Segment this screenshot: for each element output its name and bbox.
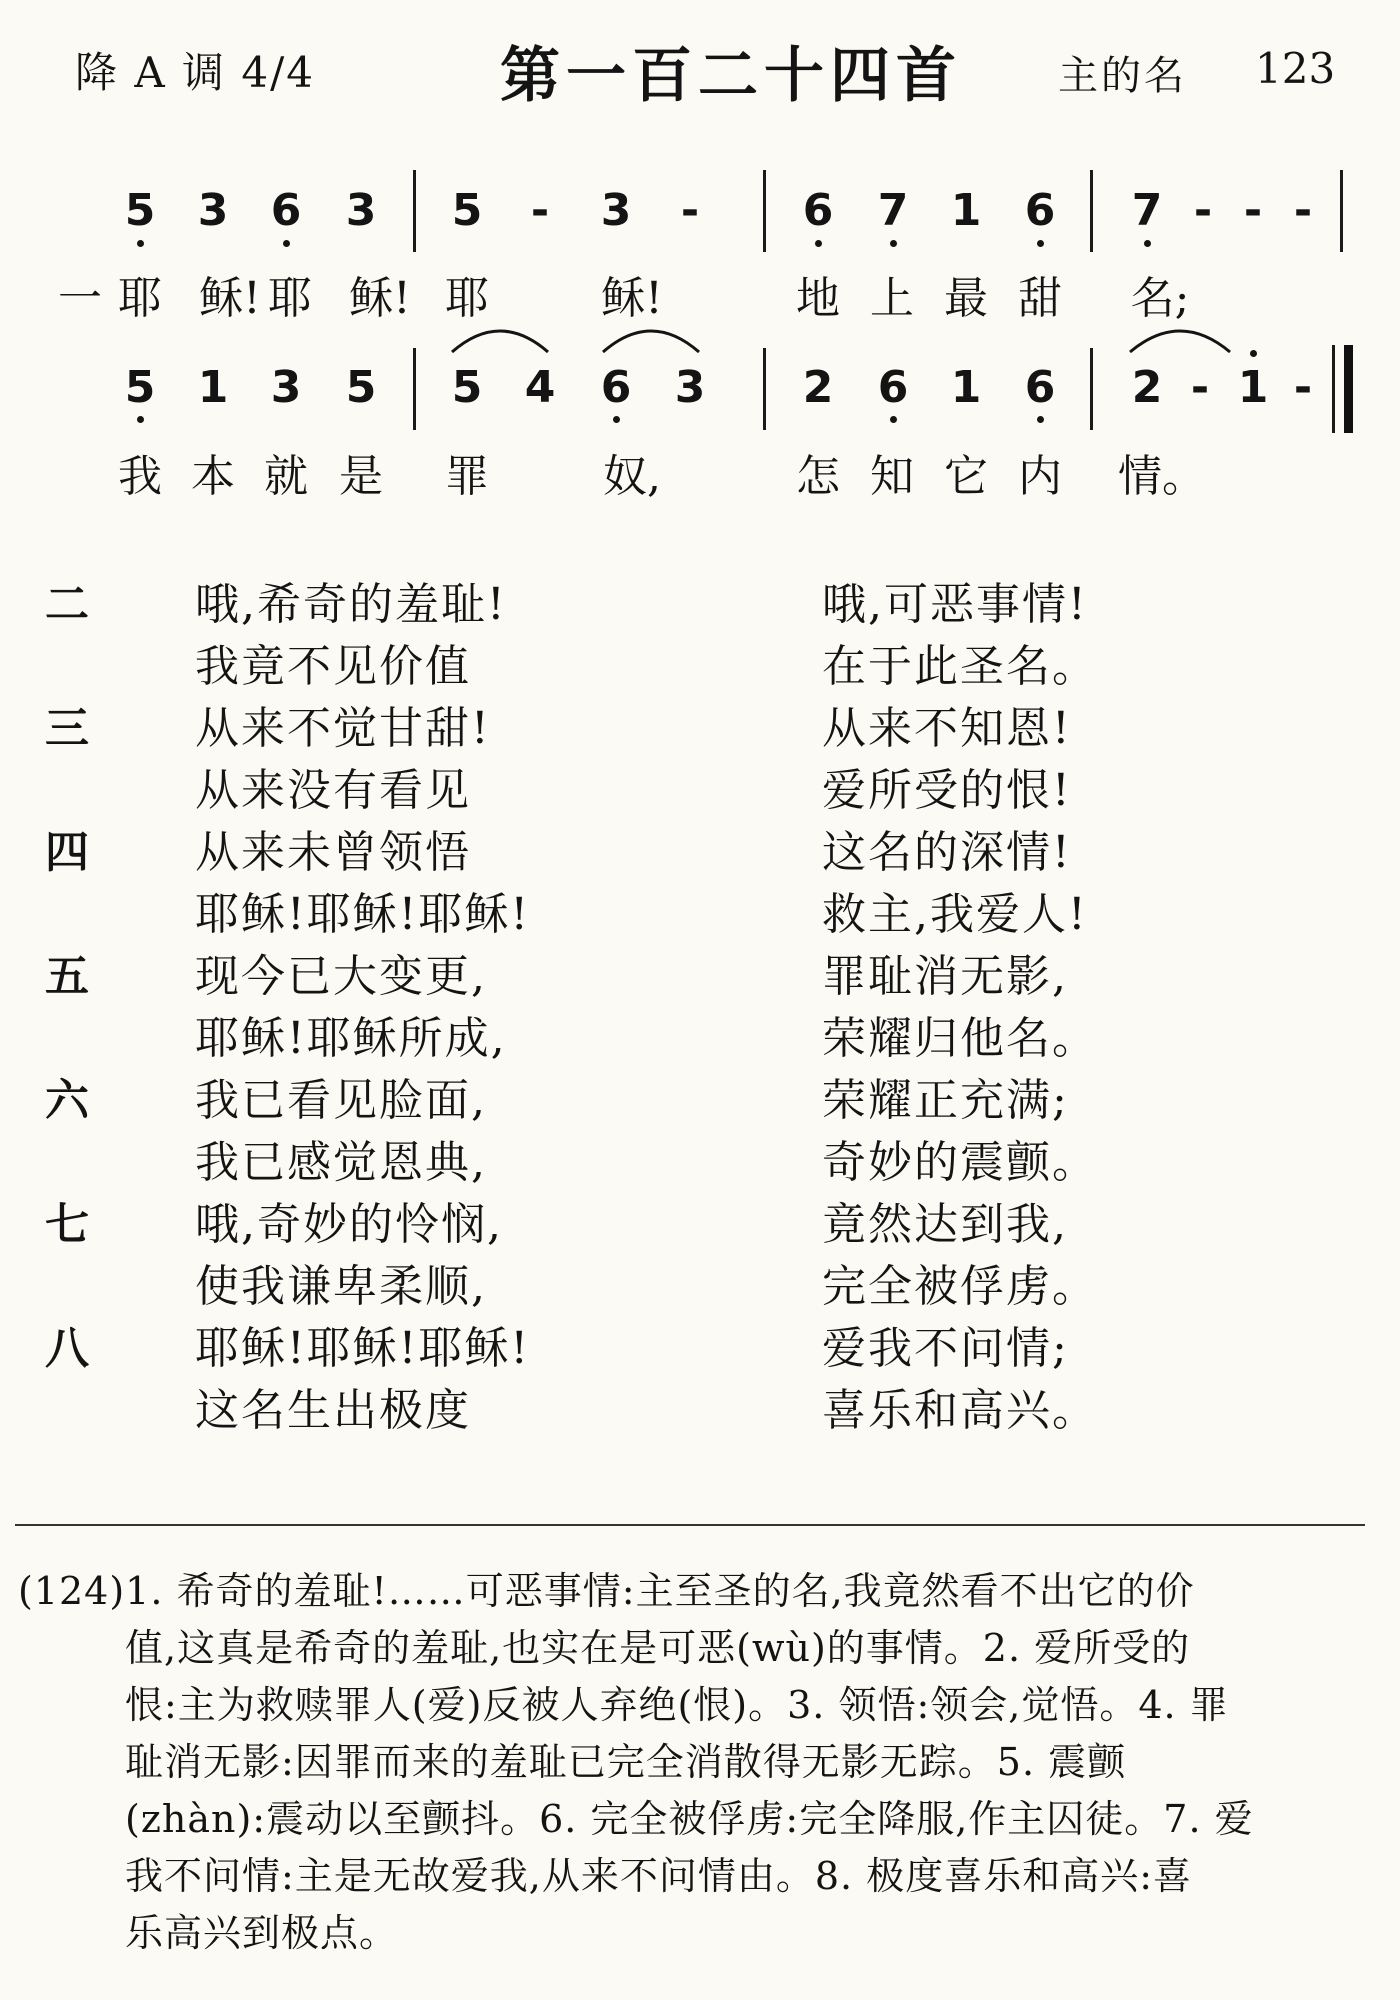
note: 5 [124, 185, 156, 236]
octave-dot-high [1250, 350, 1257, 357]
note: 1 [950, 362, 982, 413]
verse-line: 哦,希奇的羞耻! [195, 579, 507, 630]
note: 2 [802, 362, 834, 413]
note: 6 [877, 362, 909, 413]
note: 3 [600, 185, 632, 236]
note: 3 [270, 362, 302, 413]
verse-line: 我已看见脸面, [195, 1075, 487, 1126]
note: 3 [674, 362, 706, 413]
note: 7 [877, 185, 909, 236]
note-dash: - [1190, 362, 1210, 413]
bar-line [1090, 348, 1093, 430]
verse-line: 从来未曾领悟 [195, 827, 471, 878]
lyric: 地 [796, 273, 840, 324]
verse-line: 使我谦卑柔顺, [195, 1261, 487, 1312]
hymn-title: 第一百二十四首 [500, 41, 962, 111]
verse-line: 耶稣!耶稣所成, [195, 1013, 507, 1064]
verse-number: 八 [45, 1323, 89, 1374]
lyric: 它 [944, 451, 988, 502]
footnote-line: 值,这真是希奇的羞耻,也实在是可恶(wù)的事情。2. 爱所受的 [125, 1626, 1191, 1670]
footnote-line: 我不问情:主是无故爱我,从来不问情由。8. 极度喜乐和高兴:喜 [125, 1854, 1193, 1898]
note: 3 [345, 185, 377, 236]
lyric: 是 [339, 451, 383, 502]
note: 6 [1024, 185, 1056, 236]
verse-number: 六 [45, 1075, 89, 1126]
key-signature: 降 A 调 4/4 [75, 48, 315, 97]
lyric: 知 [870, 451, 914, 502]
lyric: 罪 [445, 451, 489, 502]
verse-line: 这名的深情! [822, 827, 1072, 878]
lyric: 奴, [603, 451, 661, 502]
verse-line: 荣耀归他名。 [822, 1013, 1098, 1064]
note: 5 [345, 362, 377, 413]
note: 1 [950, 185, 982, 236]
note: 6 [600, 362, 632, 413]
note-dash: - [1243, 185, 1263, 236]
verse-number: 五 [45, 951, 89, 1002]
lyric: 情。 [1118, 451, 1206, 502]
lyric: 内 [1018, 451, 1062, 502]
verse-line: 救主,我爱人! [822, 889, 1088, 940]
footnote-line: (124)1. 希奇的羞耻!……可恶事情:主至圣的名,我竟然看不出它的价 [18, 1569, 1195, 1613]
note: 6 [270, 185, 302, 236]
lyric: 我 [118, 451, 162, 502]
lyric: 稣! [349, 273, 411, 324]
verse-line: 耶稣!耶稣!耶稣! [195, 1323, 531, 1374]
lyric: 名; [1130, 273, 1190, 324]
lyric: 就 [264, 451, 308, 502]
octave-dot [1037, 416, 1044, 423]
verse-line: 这名生出极度 [195, 1385, 471, 1436]
note: 1 [1237, 362, 1269, 413]
final-bar-line [1344, 345, 1353, 433]
lyric: 稣! [199, 273, 261, 324]
note: 6 [802, 185, 834, 236]
lyric: 耶 [268, 273, 312, 324]
footnote-line: 乐高兴到极点。 [125, 1911, 399, 1955]
verse-line: 爱我不问情; [822, 1323, 1069, 1374]
verse-line: 完全被俘虏。 [822, 1261, 1098, 1312]
note-dash: - [680, 185, 700, 236]
note: 5 [451, 185, 483, 236]
bar-line [763, 348, 766, 430]
lyric: 怎 [796, 451, 840, 502]
verse-line: 荣耀正充满; [822, 1075, 1069, 1126]
verse-line: 从来不觉甘甜! [195, 703, 491, 754]
footnote-line: (zhàn):震动以至颤抖。6. 完全被俘虏:完全降服,作主囚徒。7. 爱 [125, 1797, 1254, 1841]
verse-number: 二 [45, 579, 89, 630]
verse-line: 从来不知恩! [822, 703, 1072, 754]
verse-line: 在于此圣名。 [822, 641, 1098, 692]
verse-line: 喜乐和高兴。 [822, 1385, 1098, 1436]
verse-number: 七 [45, 1199, 89, 1250]
footnote-divider [15, 1524, 1365, 1526]
lyric: 耶 [445, 273, 489, 324]
bar-line [1332, 345, 1335, 433]
verse-line: 哦,可恶事情! [822, 579, 1088, 630]
verse-line: 哦,奇妙的怜悯, [195, 1199, 503, 1250]
note-dash: - [1293, 185, 1313, 236]
footnote-line: 恨:主为救赎罪人(爱)反被人弃绝(恨)。3. 领悟:领会,觉悟。4. 罪 [125, 1683, 1229, 1727]
bar-line [413, 348, 416, 430]
verse-line: 奇妙的震颤。 [822, 1137, 1098, 1188]
verse-line: 爱所受的恨! [822, 765, 1072, 816]
footnote-line: 耻消无影:因罪而来的羞耻已完全消散得无影无踪。5. 震颤 [125, 1740, 1127, 1784]
verse-line: 罪耻消无影, [822, 951, 1068, 1002]
lyric: 甜 [1018, 273, 1062, 324]
note: 6 [1024, 362, 1056, 413]
note-dash: - [1293, 362, 1313, 413]
octave-dot [890, 416, 897, 423]
lyric-verse-number: 一 [58, 273, 102, 324]
lyric: 耶 [118, 273, 162, 324]
note: 3 [197, 185, 229, 236]
octave-dot [613, 416, 620, 423]
verse-line: 从来没有看见 [195, 765, 471, 816]
note: 5 [124, 362, 156, 413]
note: 4 [524, 362, 556, 413]
verse-line: 竟然达到我, [822, 1199, 1068, 1250]
note-dash: - [530, 185, 550, 236]
lyric: 本 [191, 451, 235, 502]
verse-line: 我竟不见价值 [195, 641, 471, 692]
verse-line: 现今已大变更, [195, 951, 487, 1002]
lyric: 上 [870, 273, 914, 324]
page-number: 123 [1255, 44, 1336, 93]
lyric: 稣! [601, 273, 663, 324]
note-dash: - [1193, 185, 1213, 236]
verse-number: 三 [45, 703, 89, 754]
note: 2 [1131, 362, 1163, 413]
note: 5 [451, 362, 483, 413]
note: 1 [197, 362, 229, 413]
note: 7 [1131, 185, 1163, 236]
slur-marks [0, 0, 1400, 420]
verse-number: 四 [45, 827, 89, 878]
verse-line: 我已感觉恩典, [195, 1137, 487, 1188]
octave-dot [137, 416, 144, 423]
hymn-category: 主的名 [1058, 53, 1187, 99]
verse-line: 耶稣!耶稣!耶稣! [195, 889, 531, 940]
lyric: 最 [944, 273, 988, 324]
